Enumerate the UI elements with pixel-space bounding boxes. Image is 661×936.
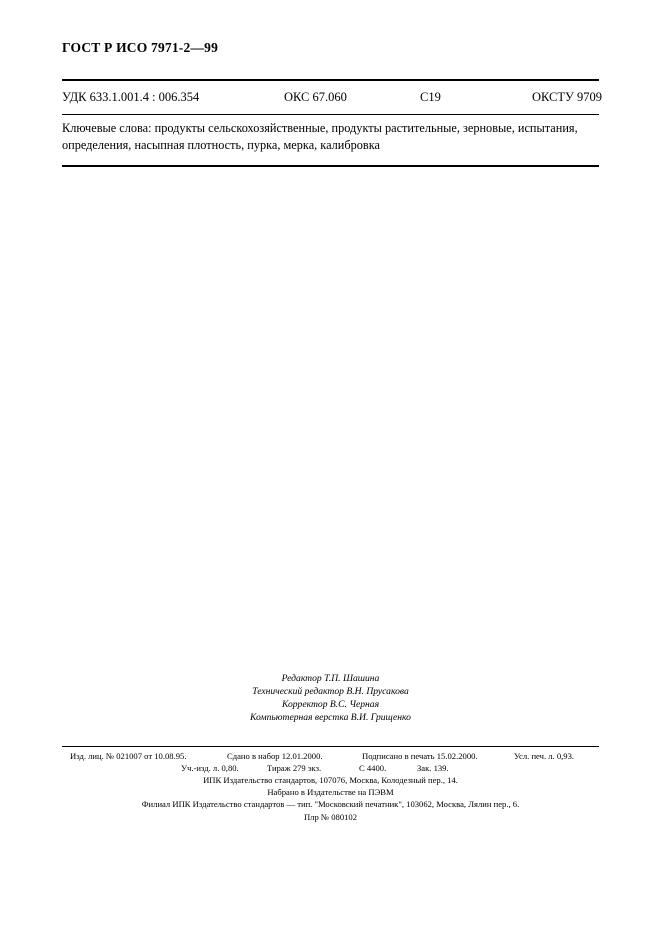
divider-production bbox=[62, 746, 599, 747]
production-plr: Плр № 080102 bbox=[303, 811, 358, 822]
production-details bbox=[62, 750, 599, 823]
production-typeset: Сдано в набор 12.01.2000. bbox=[227, 751, 323, 761]
code-udk: УДК 633.1.001.4 : 006.354 bbox=[62, 90, 200, 104]
production-branch: Филиал ИПК Издательство стандартов — тип. "Московский печатник", 103062, Москва, Лялин пер., 6. bbox=[141, 799, 520, 810]
colophon-block bbox=[62, 672, 599, 724]
keywords-paragraph: Ключевые слова: продукты сельскохозяйственные, продукты растительные, зерновые, испытания, определения, насыпная плотность, пурка, мерка, калибровка bbox=[62, 121, 578, 152]
production-price: С 4400. bbox=[359, 763, 387, 773]
code-okstu: ОКСТУ 9709 bbox=[532, 90, 603, 104]
production-line-1 bbox=[62, 750, 599, 762]
credit-layout: Компьютерная верстка В.И. Грищенко bbox=[250, 712, 411, 723]
production-pub-sheets: Уч.-изд. л. 0,80. bbox=[181, 763, 239, 773]
production-print-sheets: Усл. печ. л. 0,93. bbox=[514, 751, 575, 761]
divider-middle bbox=[62, 114, 599, 115]
production-license: Изд. лиц. № 021007 от 10.08.95. bbox=[70, 751, 187, 761]
divider-top bbox=[62, 79, 599, 81]
credit-proofreader: Корректор В.С. Черная bbox=[281, 699, 380, 710]
classification-codes bbox=[62, 90, 603, 110]
production-order: Зак. 139. bbox=[417, 763, 449, 773]
production-circulation: Тираж 279 экз. bbox=[267, 763, 322, 773]
code-oks: ОКС 67.060 bbox=[284, 90, 347, 104]
divider-bottom bbox=[62, 165, 599, 167]
credit-technical-editor: Технический редактор В.Н. Прусакова bbox=[252, 686, 409, 697]
credit-editor: Редактор Т.П. Шашина bbox=[281, 673, 380, 684]
page-title: ГОСТ Р ИСО 7971-2—99 bbox=[62, 40, 219, 55]
production-line-2 bbox=[62, 762, 599, 774]
production-signed: Подписано в печать 15.02.2000. bbox=[362, 751, 478, 761]
production-publisher: ИПК Издательство стандартов, 107076, Москва, Колодезный пер., 14. bbox=[203, 775, 458, 785]
production-typesetting-place: Набрано в Издательстве на ПЭВМ bbox=[267, 787, 394, 798]
code-group: С19 bbox=[420, 90, 441, 104]
